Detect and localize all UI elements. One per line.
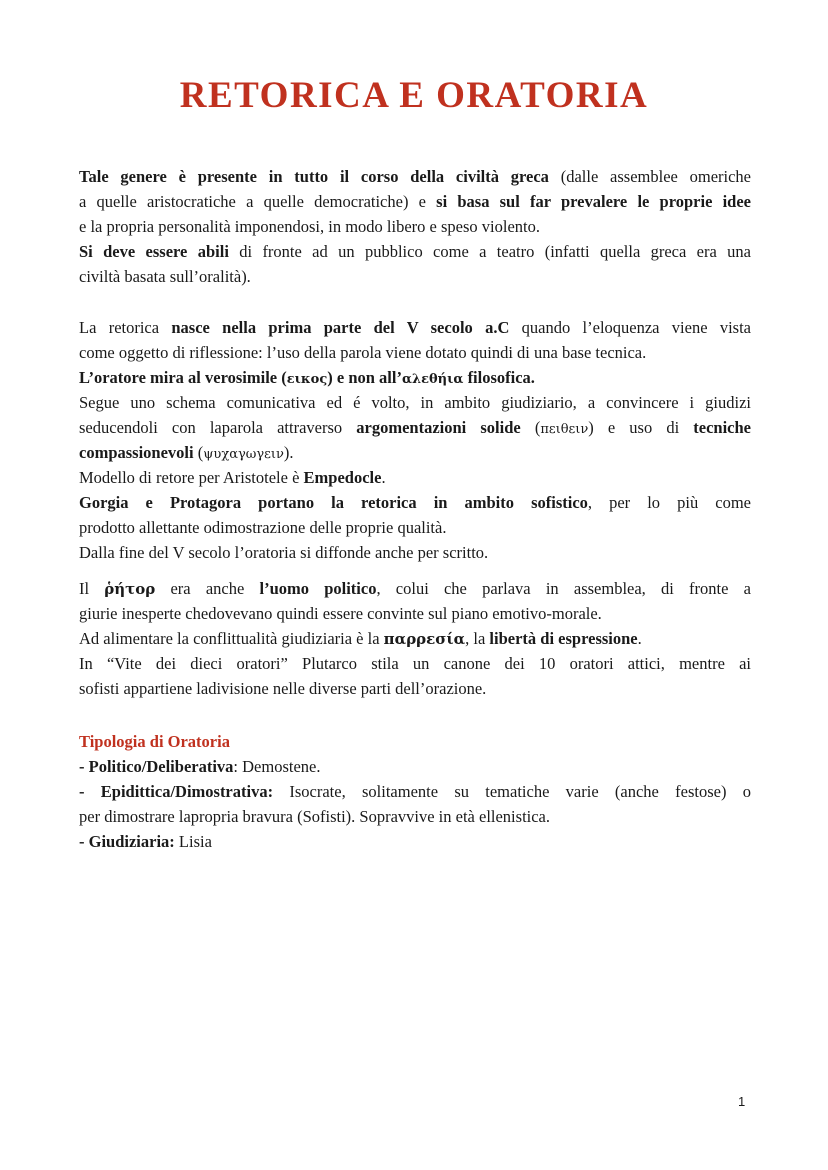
text-line: Modello di retore per Aristotele è Empedocle. [79,468,386,487]
list-item: - Giudiziaria: Lisia [79,832,212,851]
text-line: sofisti appartiene ladivisione nelle diverse parti dell’orazione. [79,679,487,698]
text-line: Ad alimentare la conflittualità giudiziaria è la παρρεσία, la libertà di espressione. [79,629,642,648]
document-title: RETORICA E ORATORIA [179,75,649,116]
section-tipologia [79,729,751,854]
list-item: - Politico/Deliberativa: Demostene. [79,757,321,776]
text-line: Segue uno schema comunicativa ed é volto, in ambito giudiziario, a convincere i giudizi [79,393,751,412]
text-line: civiltà basata sull’oralità). [79,267,251,286]
text-line: Si deve essere abili di fronte ad un pubblico come a teatro (infatti quella greca era una [79,242,751,261]
text-line: giurie inesperte chedovevano quindi essere convinte sul piano emotivo-morale. [79,604,602,623]
page-number: 1 [738,1094,746,1109]
text-line: e la propria personalità imponendosi, in modo libero e speso violento. [79,217,540,236]
text-line: seducendoli con laparola attraverso argomentazioni solide (πειθειν) e uso di tecniche [79,418,751,437]
text-line: Dalla fine del V secolo l’oratoria si diffonde anche per scritto. [79,543,489,562]
text-line: compassionevoli (ψυχαγωγειν). [79,443,294,462]
text-line: a quelle aristocratiche a quelle democratiche) e si basa sul far prevalere le proprie idee [79,192,751,211]
text-line: In “Vite dei dieci oratori” Plutarco stila un canone dei 10 oratori attici, mentre ai [79,654,751,673]
text-line: L’oratore mira al verosimile (εικος) e non all’αλεθήια filosofica. [79,368,535,387]
paragraph-intro [79,164,751,289]
text-line: prodotto allettante odimostrazione delle proprie qualità. [79,518,447,537]
text-line: Tale genere è presente in tutto il corso della civiltà greca (dalle assemblee omeriche [79,167,751,186]
text-line: Il ῥήτορ era anche l’uomo politico, colui che parlava in assemblea, di fronte a [79,579,751,598]
paragraph-origins [79,315,751,565]
text-line: La retorica nasce nella prima parte del V secolo a.C quando l’eloquenza viene vista [79,318,751,337]
list-item: - Epidittica/Dimostrativa: Isocrate, solitamente su tematiche varie (anche festose) o [79,782,751,801]
text-line: Gorgia e Protagora portano la retorica in ambito sofistico, per lo più come [79,493,751,512]
section-heading: Tipologia di Oratoria [79,732,230,751]
paragraph-rhetor [79,576,751,701]
text-line: per dimostrare lapropria bravura (Sofisti). Sopravvive in età ellenistica. [79,807,551,826]
text-line: come oggetto di riflessione: l’uso della parola viene dotato quindi di una base tecnica. [79,343,647,362]
